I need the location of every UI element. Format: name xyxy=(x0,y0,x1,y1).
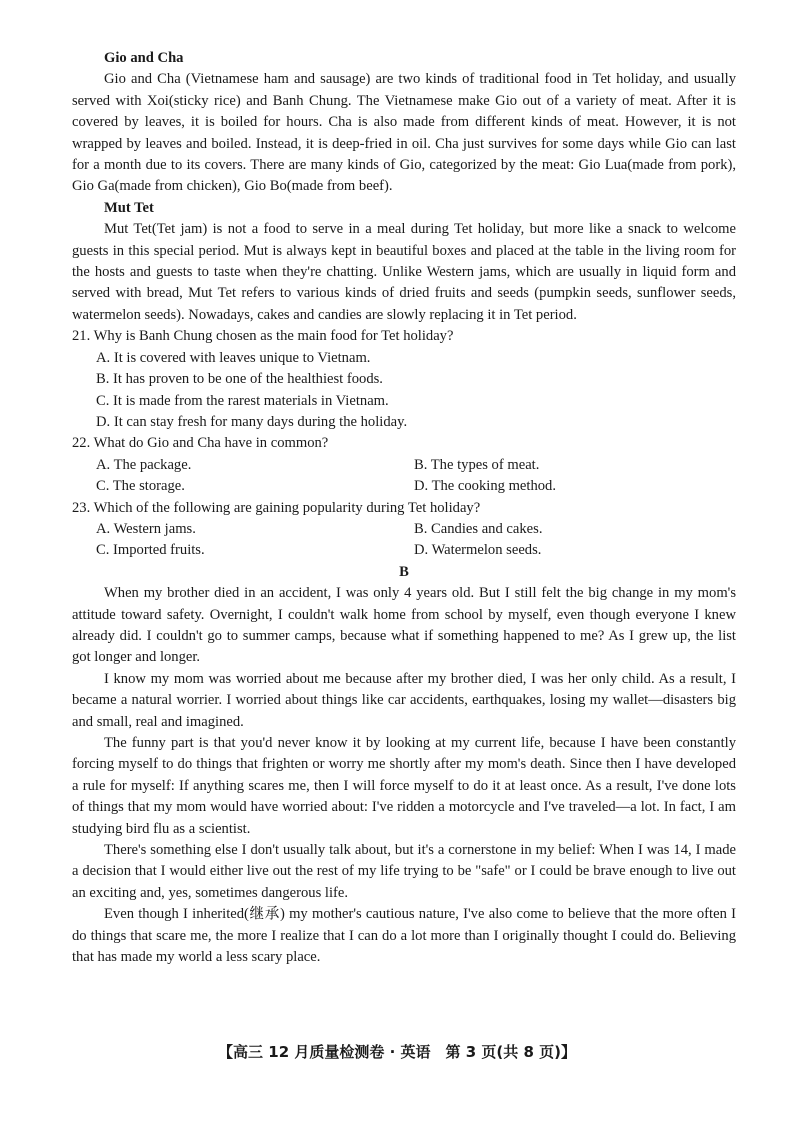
gio-cha-heading: Gio and Cha xyxy=(104,50,184,66)
question-23-option-c: C. Imported fruits. xyxy=(96,542,205,559)
question-21-option-d: D. It can stay fresh for many days during the holiday. xyxy=(96,413,408,430)
question-22-options xyxy=(72,455,736,498)
page-footer: 【高三 12 月质量检测卷 · 英语 第 3 页(共 8 页)】 xyxy=(218,1043,576,1061)
question-22 xyxy=(72,433,736,497)
question-22-option-c: C. The storage. xyxy=(96,478,185,495)
question-23-option-b: B. Candies and cakes. xyxy=(414,520,543,537)
passage-b-paragraph-5: Even though I inherited(继承) my mother's cautious nature, I've also come to believe that the more often I do things that scare me, the more I realize that I can do a lot more than I originally thought I could do. Believing that has made my world a less scary place. xyxy=(72,906,736,966)
question-23-stem: 23. Which of the following are gaining popularity during Tet holiday? xyxy=(72,499,481,516)
passage-b-paragraph-1: When my brother died in an accident, I was only 4 years old. But I still felt the big change in my mom's attitude toward safety. Overnight, I couldn't walk home from school by myself, even though everyone I knew already did. I couldn't go to summer camps, because what if something happened to me? As I grew up, the list got longer and longer. xyxy=(72,585,736,666)
passage-b-paragraph-2: I know my mom was worried about me because after my brother died, I was her only child. As a result, I became a natural worrier. I worried about things like car accidents, earthquakes, losing my wallet—disasters big and small, real and imagined. xyxy=(72,670,736,730)
question-22-option-b: B. The types of meat. xyxy=(414,456,540,473)
question-23 xyxy=(72,498,736,562)
question-23-option-d: D. Watermelon seeds. xyxy=(414,542,542,559)
mut-tet-heading: Mut Tet xyxy=(104,199,154,216)
question-23-options xyxy=(72,519,736,562)
gio-cha-paragraph: Gio and Cha (Vietnamese ham and sausage) are two kinds of traditional food in Tet holiday, and usually served with Xoi(sticky rice) and Banh Chung. The Vietnamese make Gio out of a variety of meat. After it is covered by leaves, it is boiled for hours. Cha is also made from different kinds of meat. However, it is not wrapped by leaves and boiled. Instead, it is deep-fried in oil. Cha just survives for some days while Gio can last for a month due to its covers. There are many kinds of Gio, categorized by the meat: Gio Lua(made from pork), Gio Ga(made from chicken), Gio Bo(made from beef). xyxy=(72,71,736,195)
question-21-stem: 21. Why is Banh Chung chosen as the main food for Tet holiday? xyxy=(72,328,454,345)
page-content xyxy=(72,48,736,968)
question-21-option-a: A. It is covered with leaves unique to Vietnam. xyxy=(96,349,371,366)
section-b-label: B xyxy=(399,563,409,580)
question-22-stem: 22. What do Gio and Cha have in common? xyxy=(72,435,329,452)
question-23-option-a: A. Western jams. xyxy=(96,520,196,537)
question-22-option-a: A. The package. xyxy=(96,456,192,473)
passage-b-paragraph-4: There's something else I don't usually talk about, but it's a cornerstone in my belief: When I was 14, I made a decision that I would either live out the rest of my life trying to be "safe" or I could be brave enough to live out an exciting and, yes, sometimes dangerous life. xyxy=(72,842,736,901)
passage-b-paragraph-3: The funny part is that you'd never know it by looking at my current life, because I have been constantly forcing myself to do things that frighten or worry me shortly after my mom's death. Since then I have developed a rule for myself: If anything scares me, then I will force myself to do it at least once. As a result, I've done lots of things that my mom would have worried about: I've ridden a motorcycle and I've traveled—a lot. In fact, I am studying bird flu as a scientist. xyxy=(72,735,736,837)
question-22-option-d: D. The cooking method. xyxy=(414,478,556,495)
question-21-option-c: C. It is made from the rarest materials in Vietnam. xyxy=(96,392,389,409)
question-21-option-b: B. It has proven to be one of the healthiest foods. xyxy=(96,371,383,388)
mut-tet-paragraph: Mut Tet(Tet jam) is not a food to serve in a meal during Tet holiday, but more like a snack to welcome guests in this special period. Mut is always kept in beautiful boxes and placed at the table in the living room for the hosts and guests to taste when they're chatting. Unlike Western jams, which are usually in liquid form and served with bread, Mut Tet refers to various kinds of dried fruits and seeds (pumpkin seeds, sunflower seeds, watermelon seeds). Nowadays, cakes and candies are slowly replacing it in Tet period. xyxy=(72,221,736,323)
question-21 xyxy=(72,326,736,433)
